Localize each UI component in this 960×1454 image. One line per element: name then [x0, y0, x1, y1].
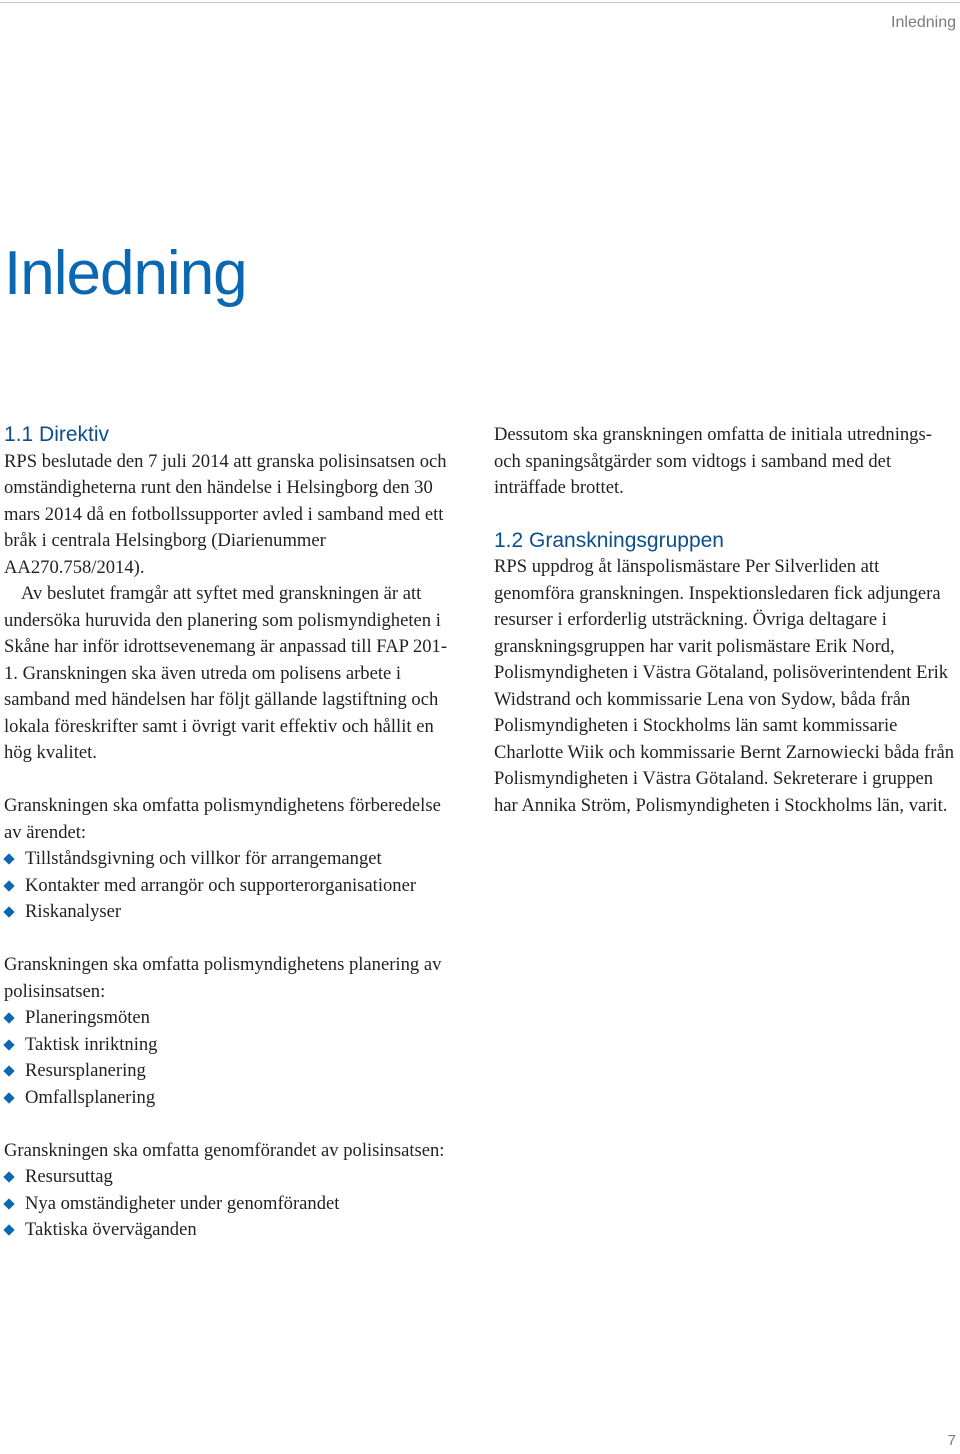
diamond-bullet-icon [3, 1224, 14, 1235]
diamond-bullet-icon [3, 1012, 14, 1023]
list-item: Riskanalyser [4, 899, 458, 926]
list-item: Tillståndsgivning och villkor för arrangemanget [4, 846, 458, 873]
running-header: Inledning [891, 14, 956, 31]
list-item: Omfallsplanering [4, 1085, 458, 1112]
list-item: Planeringsmöten [4, 1005, 458, 1032]
execution-list [4, 1164, 458, 1244]
list-item: Taktiska överväganden [4, 1217, 458, 1244]
list-intro-execution: Granskningen ska omfatta genomförandet av polisinsatsen: [4, 1139, 445, 1161]
section-heading-directive: 1.1 Direktiv [4, 423, 110, 446]
list-item: Nya omständigheter under genomförandet [4, 1191, 458, 1218]
preparation-list [4, 846, 458, 926]
list-item: Taktisk inriktning [4, 1032, 458, 1059]
diamond-bullet-icon [3, 853, 14, 864]
header-rule [0, 2, 960, 3]
diamond-bullet-icon [3, 906, 14, 917]
right-column [494, 422, 956, 819]
directive-paragraph-2: Av beslutet framgår att syftet med granskningen är att undersöka huruvida den planering som polismyndigheten i Skåne har inför idrottsevenemang är anpassad till FAP 201-1. Granskningen ska även utreda om polisens arbete i samband med händelsen har följt gällande lagstiftning och lokala föreskrifter samt i övrigt varit effektiv och hållit en hög kvalitet. [4, 583, 448, 763]
list-intro-preparation: Granskningen ska omfatta polismyndighetens förberedelse av ärendet: [4, 795, 441, 843]
diamond-bullet-icon [3, 1092, 14, 1103]
diamond-bullet-icon [3, 1198, 14, 1209]
list-item: Resursuttag [4, 1164, 458, 1191]
list-item: Resursplanering [4, 1058, 458, 1085]
group-paragraph: RPS uppdrog åt länspolismästare Per Silverliden att genomföra granskningen. Inspektionsledaren fick adjungera resurser i erforderlig utsträckning. Övriga deltagare i granskningsgruppen har varit polismästare Erik Nord, Polismyndigheten i Västra Götaland, polisöverintendent Erik Widstrand och kommissarie Lena von Sydow, båda från Polismyndigheten i Stockholms län samt kommissarie Charlotte Wiik och kommissarie Bernt Zarnowiecki båda från Polismyndigheten i Västra Götaland. Sekreterare i gruppen har Annika Ström, Polismyndigheten i Stockholms län, varit. [494, 556, 954, 816]
section-heading-group: 1.2 Granskningsgruppen [494, 528, 724, 552]
list-item: Kontakter med arrangör och supporterorganisationer [4, 873, 458, 900]
directive-paragraph-1: RPS beslutade den 7 juli 2014 att granska polisinsatsen och omständigheterna runt den händelse i Helsingborg den 30 mars 2014 då en fotbollssupporter avled i samband med ett bråk i centrala Helsingborg (Diarienummer AA270.758/2014). [4, 450, 447, 578]
list-intro-planning: Granskningen ska omfatta polismyndighetens planering av polisinsatsen: [4, 954, 442, 1002]
diamond-bullet-icon [3, 880, 14, 891]
chapter-title: Inledning [4, 239, 247, 308]
diamond-bullet-icon [3, 1065, 14, 1076]
diamond-bullet-icon [3, 1039, 14, 1050]
directive-continued-paragraph: Dessutom ska granskningen omfatta de initiala utrednings- och spaningsåtgärder som vidtogs i samband med det inträffade brottet. [494, 424, 932, 498]
left-column [4, 422, 458, 1244]
planning-list [4, 1005, 458, 1111]
page-number: 7 [947, 1432, 956, 1449]
diamond-bullet-icon [3, 1171, 14, 1182]
